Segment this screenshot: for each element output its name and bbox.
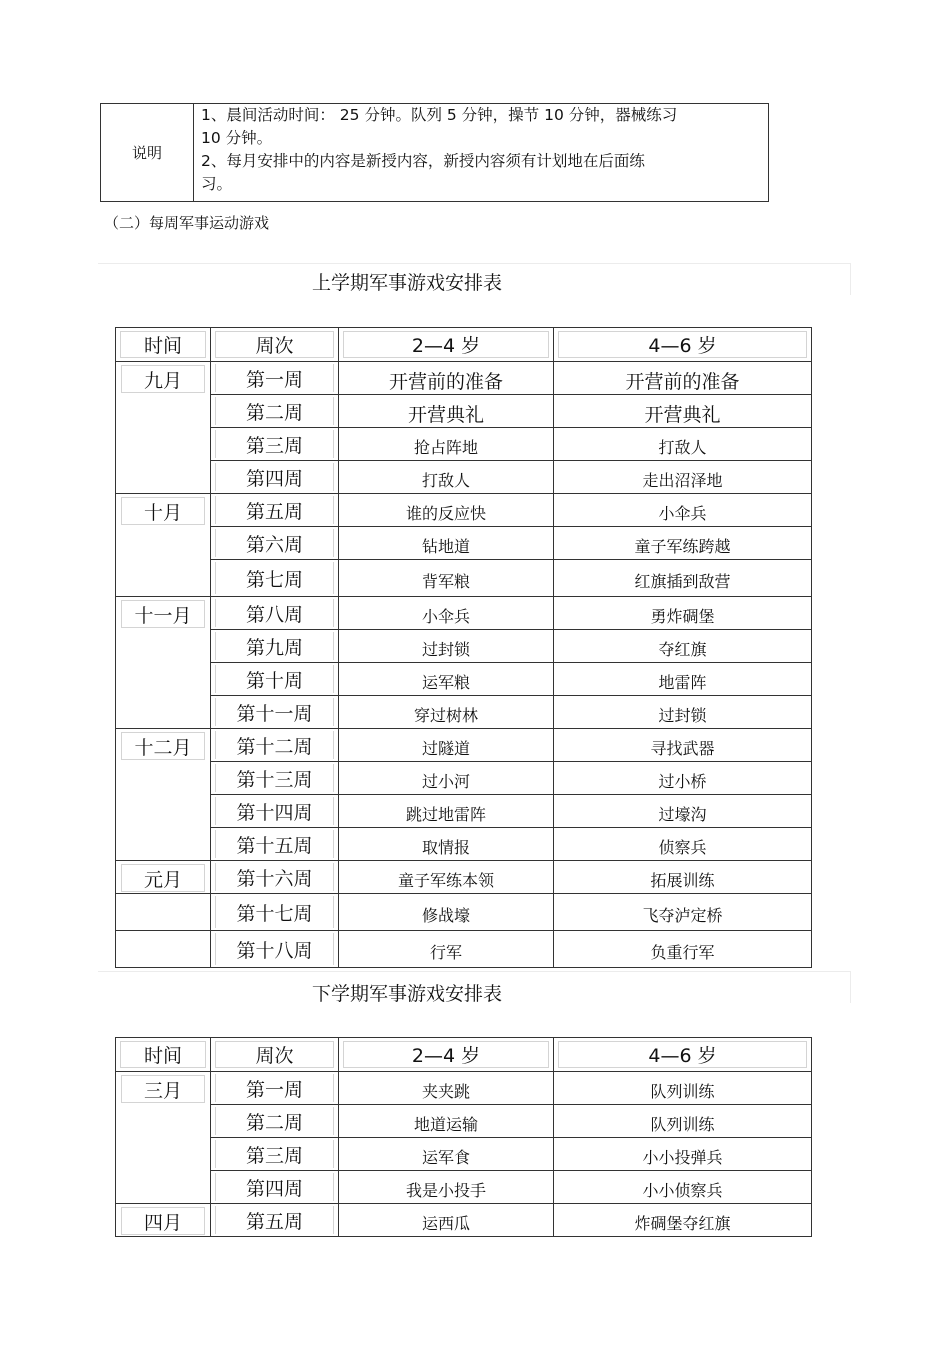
month-label: 十二月 <box>121 732 205 760</box>
game-4-6 <box>554 630 812 663</box>
week-label: 第十八周 <box>215 933 334 965</box>
header-label: 周次 <box>215 1041 334 1068</box>
game-2-4 <box>339 1072 554 1105</box>
game-4-6 <box>554 597 812 630</box>
game-2-4 <box>339 931 554 968</box>
month-label: 四月 <box>121 1207 205 1235</box>
game-name: 小小侦察兵 <box>642 1180 723 1200</box>
game-2-4 <box>339 630 554 663</box>
game-name: 夹夹跳 <box>421 1081 470 1101</box>
week-label: 第十二周 <box>215 731 334 759</box>
game-name: 背军粮 <box>421 571 470 591</box>
note-line: 1、晨间活动时间： 25 分钟。队列 5 分钟，操节 10 分钟，器械练习 <box>201 106 678 124</box>
game-name: 红旗插到敌营 <box>634 571 731 591</box>
game-name: 拓展训练 <box>650 870 715 890</box>
game-2-4 <box>339 696 554 729</box>
month-cell <box>116 597 211 729</box>
table-row <box>116 1105 812 1138</box>
week-cell <box>211 1072 339 1105</box>
game-2-4 <box>339 1171 554 1204</box>
week-cell <box>211 630 339 663</box>
game-name: 炸碉堡夺红旗 <box>634 1213 731 1233</box>
week-cell <box>211 362 339 395</box>
week-label: 第十一周 <box>215 698 334 726</box>
month-cell <box>116 494 211 597</box>
table-row <box>116 560 812 597</box>
game-2-4 <box>339 828 554 861</box>
note-text <box>201 104 763 196</box>
table-header-cell <box>339 1038 554 1072</box>
week-cell <box>211 762 339 795</box>
week-label: 第十三周 <box>215 764 334 792</box>
game-4-6 <box>554 494 812 527</box>
table-header-cell <box>116 328 211 362</box>
week-cell <box>211 828 339 861</box>
week-label: 第五周 <box>215 496 334 524</box>
note-box <box>100 103 769 202</box>
table-header-cell <box>339 328 554 362</box>
week-cell <box>211 1138 339 1171</box>
week-label: 第十四周 <box>215 797 334 825</box>
table-row <box>116 461 812 494</box>
note-line: 习。 <box>201 175 233 193</box>
table-row <box>116 395 812 428</box>
table-header-cell <box>211 328 339 362</box>
game-name: 开营典礼 <box>407 403 484 426</box>
week-label: 第六周 <box>215 529 334 557</box>
game-4-6 <box>554 428 812 461</box>
week-label: 第二周 <box>215 397 334 425</box>
frame-line <box>850 263 851 295</box>
game-name: 运军粮 <box>421 672 470 692</box>
table-header-cell <box>211 1038 339 1072</box>
game-2-4 <box>339 494 554 527</box>
table-row <box>116 861 812 894</box>
week-cell <box>211 527 339 560</box>
game-4-6 <box>554 362 812 395</box>
game-2-4 <box>339 1105 554 1138</box>
game-2-4 <box>339 527 554 560</box>
game-4-6 <box>554 828 812 861</box>
week-label: 第三周 <box>215 430 334 458</box>
game-2-4 <box>339 597 554 630</box>
game-2-4 <box>339 762 554 795</box>
month-cell <box>116 1204 211 1237</box>
game-name: 跳过地雷阵 <box>405 804 486 824</box>
game-4-6 <box>554 1138 812 1171</box>
week-cell <box>211 395 339 428</box>
game-name: 过小河 <box>421 771 470 791</box>
month-label: 十一月 <box>121 600 205 628</box>
game-name: 运西瓜 <box>421 1213 470 1233</box>
game-2-4 <box>339 663 554 696</box>
week-cell <box>211 494 339 527</box>
table-header-row <box>116 1038 812 1072</box>
week-cell <box>211 795 339 828</box>
game-name: 地道运输 <box>413 1114 478 1134</box>
week-label: 第七周 <box>215 562 334 594</box>
game-name: 过封锁 <box>421 639 470 659</box>
game-name: 过小桥 <box>658 771 707 791</box>
game-name: 抢占阵地 <box>413 437 478 457</box>
month-label: 九月 <box>121 365 205 393</box>
game-2-4 <box>339 461 554 494</box>
game-4-6 <box>554 395 812 428</box>
game-2-4 <box>339 861 554 894</box>
table-row <box>116 894 812 931</box>
month-cell <box>116 729 211 861</box>
week-cell <box>211 461 339 494</box>
game-name: 队列训练 <box>650 1081 715 1101</box>
game-name: 我是小投手 <box>405 1180 486 1200</box>
week-cell <box>211 729 339 762</box>
table-row <box>116 663 812 696</box>
week-cell <box>211 1171 339 1204</box>
frame-line <box>850 971 851 1003</box>
game-4-6 <box>554 931 812 968</box>
table-row <box>116 729 812 762</box>
game-2-4 <box>339 894 554 931</box>
week-cell <box>211 663 339 696</box>
table-row <box>116 494 812 527</box>
week-label: 第四周 <box>215 1173 334 1201</box>
game-name: 穿过树林 <box>413 705 478 725</box>
game-name: 走出沼泽地 <box>642 470 723 490</box>
section-heading: （二）每周军事运动游戏 <box>104 214 270 232</box>
week-label: 第五周 <box>215 1206 334 1234</box>
table-header-cell <box>116 1038 211 1072</box>
table-row <box>116 931 812 968</box>
game-4-6 <box>554 795 812 828</box>
game-name: 过壕沟 <box>658 804 707 824</box>
table-row <box>116 428 812 461</box>
table-row <box>116 828 812 861</box>
game-name: 童子军练本领 <box>397 870 494 890</box>
week-cell <box>211 428 339 461</box>
week-cell <box>211 696 339 729</box>
week-cell <box>211 931 339 968</box>
game-4-6 <box>554 696 812 729</box>
game-name: 负重行军 <box>650 942 715 962</box>
game-4-6 <box>554 1105 812 1138</box>
month-label: 十月 <box>121 497 205 525</box>
week-label: 第九周 <box>215 632 334 660</box>
table1 <box>115 327 812 968</box>
note-line: 10 分钟。 <box>201 129 273 147</box>
game-name: 小小投弹兵 <box>642 1147 723 1167</box>
week-cell <box>211 1204 339 1237</box>
game-name: 打敌人 <box>421 470 470 490</box>
header-label: 时间 <box>120 1041 206 1068</box>
game-name: 开营典礼 <box>644 403 721 426</box>
game-name: 过封锁 <box>658 705 707 725</box>
game-4-6 <box>554 1171 812 1204</box>
week-cell <box>211 1105 339 1138</box>
game-4-6 <box>554 1204 812 1237</box>
month-cell <box>116 861 211 894</box>
game-2-4 <box>339 362 554 395</box>
game-name: 取情报 <box>421 837 470 857</box>
game-2-4 <box>339 729 554 762</box>
game-name: 勇炸碉堡 <box>650 606 715 626</box>
frame-line <box>98 263 850 264</box>
week-cell <box>211 894 339 931</box>
table1-title: 上学期军事游戏安排表 <box>312 272 503 294</box>
game-2-4 <box>339 560 554 597</box>
table-row <box>116 762 812 795</box>
game-name: 夺红旗 <box>658 639 707 659</box>
game-4-6 <box>554 663 812 696</box>
game-2-4 <box>339 395 554 428</box>
game-name: 打敌人 <box>658 437 707 457</box>
month-label: 三月 <box>121 1075 205 1103</box>
game-2-4 <box>339 795 554 828</box>
table-row <box>116 1138 812 1171</box>
month-cell <box>116 931 211 968</box>
table-row <box>116 630 812 663</box>
week-cell <box>211 597 339 630</box>
month-cell <box>116 1072 211 1204</box>
game-name: 寻找武器 <box>650 738 715 758</box>
game-name: 过隧道 <box>421 738 470 758</box>
week-label: 第四周 <box>215 463 334 491</box>
game-2-4 <box>339 428 554 461</box>
table-row <box>116 1204 812 1237</box>
game-4-6 <box>554 861 812 894</box>
game-name: 童子军练跨越 <box>634 536 731 556</box>
week-cell <box>211 861 339 894</box>
table-row <box>116 1171 812 1204</box>
game-4-6 <box>554 461 812 494</box>
header-label: 2—4 岁 <box>343 1041 549 1068</box>
game-4-6 <box>554 1072 812 1105</box>
game-name: 修战壕 <box>421 905 470 925</box>
header-label: 4—6 岁 <box>558 1041 807 1068</box>
week-label: 第十七周 <box>215 896 334 928</box>
game-name: 队列训练 <box>650 1114 715 1134</box>
game-name: 飞夺泸定桥 <box>642 905 723 925</box>
table-row <box>116 696 812 729</box>
game-name: 侦察兵 <box>658 837 707 857</box>
game-name: 谁的反应快 <box>405 503 486 523</box>
table-row <box>116 362 812 395</box>
table-header-cell <box>554 328 812 362</box>
week-label: 第十周 <box>215 665 334 693</box>
month-label: 元月 <box>121 864 205 892</box>
note-line: 2、每月安排中的内容是新授内容，新授内容须有计划地在后面练 <box>201 152 645 170</box>
table-header-row <box>116 328 812 362</box>
game-name: 地雷阵 <box>658 672 707 692</box>
game-4-6 <box>554 894 812 931</box>
header-label: 4—6 岁 <box>558 331 807 358</box>
game-4-6 <box>554 762 812 795</box>
note-label: 说明 <box>101 104 194 201</box>
header-label: 周次 <box>215 331 334 358</box>
game-2-4 <box>339 1204 554 1237</box>
game-4-6 <box>554 560 812 597</box>
week-label: 第八周 <box>215 599 334 627</box>
month-cell <box>116 894 211 931</box>
header-label: 2—4 岁 <box>343 331 549 358</box>
game-name: 小伞兵 <box>658 503 707 523</box>
game-4-6 <box>554 729 812 762</box>
week-label: 第一周 <box>215 364 334 392</box>
week-cell <box>211 560 339 597</box>
week-label: 第十五周 <box>215 830 334 858</box>
game-name: 运军食 <box>421 1147 470 1167</box>
month-cell <box>116 362 211 494</box>
week-label: 第二周 <box>215 1107 334 1135</box>
frame-line <box>98 971 850 972</box>
game-name: 开营前的准备 <box>388 370 503 393</box>
header-label: 时间 <box>120 331 206 358</box>
table-row <box>116 597 812 630</box>
table2 <box>115 1037 812 1237</box>
table-row <box>116 795 812 828</box>
week-label: 第一周 <box>215 1074 334 1102</box>
week-label: 第十六周 <box>215 863 334 891</box>
table2-title: 下学期军事游戏安排表 <box>312 983 503 1005</box>
game-4-6 <box>554 527 812 560</box>
game-name: 开营前的准备 <box>625 370 740 393</box>
table-row <box>116 527 812 560</box>
game-name: 钻地道 <box>421 536 470 556</box>
game-name: 行军 <box>429 942 462 962</box>
table-header-cell <box>554 1038 812 1072</box>
week-label: 第三周 <box>215 1140 334 1168</box>
table-row <box>116 1072 812 1105</box>
game-2-4 <box>339 1138 554 1171</box>
game-name: 小伞兵 <box>421 606 470 626</box>
